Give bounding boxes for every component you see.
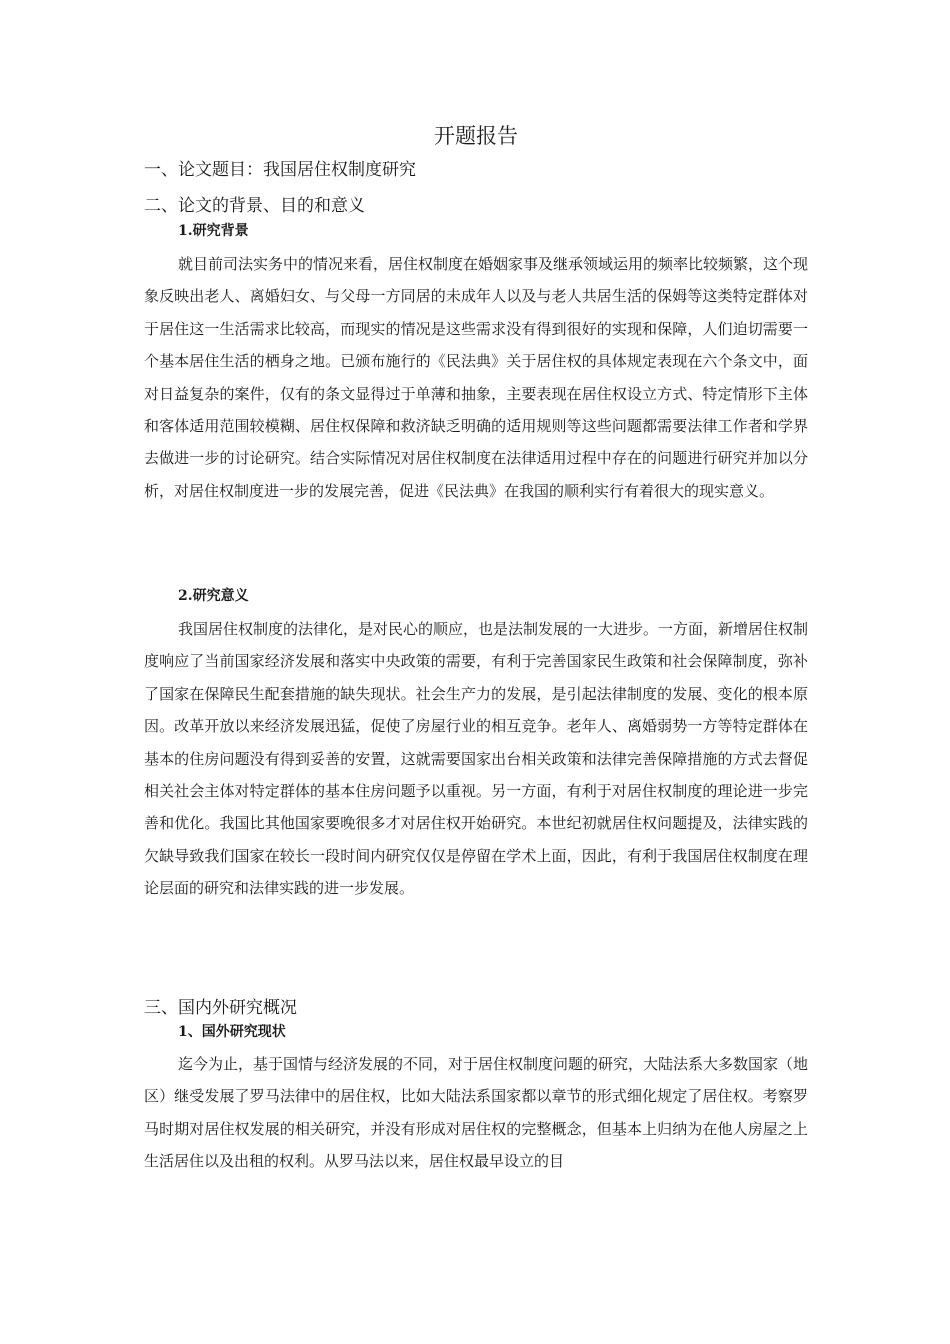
section3-heading: 三、国内外研究概况 bbox=[144, 998, 297, 1018]
sub1-paragraph: 就目前司法实务中的情况来看，居住权制度在婚姻家事及继承领域运用的频率比较频繁，这个现象反映出老人、离婚妇女、与父母一方同居的未成年人以及与老人共居生活的保姆等这类特定群体对于居住这一生活需求比较高，而现实的情况是这些需求没有得到很好的实现和保障，人们迫切需要一个基本居住生活的栖身之地。已颁布施行的《民法典》关于居住权的具体规定表现在六个条文中，面对日益复杂的案件，仅有的条文显得过于单薄和抽象，主要表现在居住权设立方式、特定情形下主体和客体适用范围较模糊、居住权保障和救济缺乏明确的适用规则等这些问题都需要法律工作者和学界去做进一步的讨论研究。结合实际情况对居住权制度在法律适用过程中存在的问题进行研究并加以分析，对居住权制度进一步的发展完善，促进《民法典》在我国的顺利实行有着很大的现实意义。 bbox=[144, 255, 809, 500]
sub3-heading: 1、国外研究现状 bbox=[178, 1024, 286, 1040]
report-title: 开题报告 bbox=[434, 124, 518, 148]
sub3-paragraph: 迄今为止，基于国情与经济发展的不同，对于居住权制度问题的研究，大陆法系大多数国家（地区）继受发展了罗马法律中的居住权，比如大陆法系国家都以章节的形式细化规定了居住权。考察罗马时期对居住权发展的相关研究，并没有形成对居住权的完整概念，但基本上归纳为在他人房屋之上生活居住以及出租的权利。从罗马法以来，居住权最早设立的目 bbox=[144, 1055, 809, 1171]
section1-heading: 一、论文题目：我国居住权制度研究 bbox=[144, 160, 416, 180]
sub1-heading: 1.研究背景 bbox=[178, 223, 249, 239]
sub2-heading: 2.研究意义 bbox=[178, 588, 249, 604]
sub2-paragraph: 我国居住权制度的法律化，是对民心的顺应，也是法制发展的一大进步。一方面，新增居住权制度响应了当前国家经济发展和落实中央政策的需要，有利于完善国家民生政策和社会保障制度，弥补了国家在保障民生配套措施的缺失现状。社会生产力的发展，是引起法律制度的发展、变化的根本原因。改革开放以来经济发展迅猛，促使了房屋行业的相互竞争。老年人、离婚弱势一方等特定群体在基本的住房问题没有得到妥善的安置，这就需要国家出台相关政策和法律完善保障措施的方式去督促相关社会主体对特定群体的基本住房问题予以重视。另一方面，有利于对居住权制度的理论进一步完善和优化。我国比其他国家要晚很多才对居住权开始研究。本世纪初就居住权问题提及，法律实践的欠缺导致我们国家在较长一段时间内研究仅仅是停留在学术上面，因此，有利于我国居住权制度在理论层面的研究和法律实践的进一步发展。 bbox=[144, 620, 809, 898]
section2-heading: 二、论文的背景、目的和意义 bbox=[144, 196, 365, 216]
